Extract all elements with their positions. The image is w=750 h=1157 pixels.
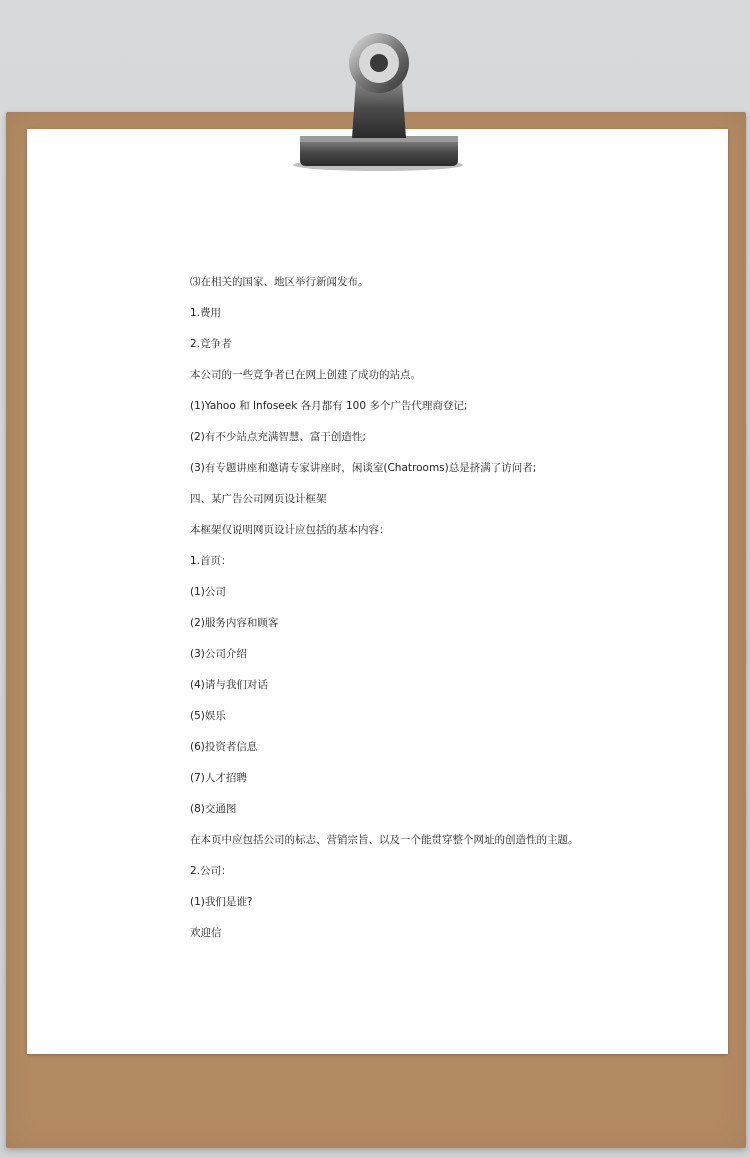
list-item: (1)我们是谁? <box>190 896 253 908</box>
list-item: (5)娱乐 <box>190 710 226 722</box>
list-item: (6)投资者信息 <box>190 741 258 753</box>
document-line: 1.首页： <box>190 555 232 567</box>
section-heading: 四、某广告公司网页设计框架 <box>190 493 327 505</box>
document-line: (3)有专题讲座和邀请专家讲座时，闲谈室(Chatrooms)总是挤满了访问者; <box>190 462 537 474</box>
list-item: (3)公司介绍 <box>190 648 247 660</box>
document-line: 本公司的一些竞争者已在网上创建了成功的站点。 <box>190 369 421 381</box>
binder-clip-icon <box>0 0 750 180</box>
document-line: 本框架仅说明网页设计应包括的基本内容： <box>190 524 390 536</box>
document-line: 2.竞争者 <box>190 338 232 350</box>
document-line: 1.费用 <box>190 307 222 319</box>
document-line: (2)有不少站点充满智慧、富于创造性; <box>190 431 366 443</box>
list-item: (8)交通图 <box>190 803 237 815</box>
document-line: (1)Yahoo 和 Infoseek 各月都有 100 多个广告代理商登记; <box>190 400 468 412</box>
list-item: (2)服务内容和顾客 <box>190 617 279 629</box>
document-line: 在本页中应包括公司的标志、营销宗旨、以及一个能贯穿整个网址的创造性的主题。 <box>190 834 579 846</box>
document-line: ⑶在相关的国家、地区举行新闻发布。 <box>190 276 369 288</box>
document-line: 2.公司： <box>190 865 232 877</box>
list-item: (1)公司 <box>190 586 226 598</box>
list-item: (7)人才招聘 <box>190 772 247 784</box>
list-item: (4)请与我们对话 <box>190 679 268 691</box>
document-line: 欢迎信 <box>190 927 222 939</box>
document-body <box>190 273 690 955</box>
